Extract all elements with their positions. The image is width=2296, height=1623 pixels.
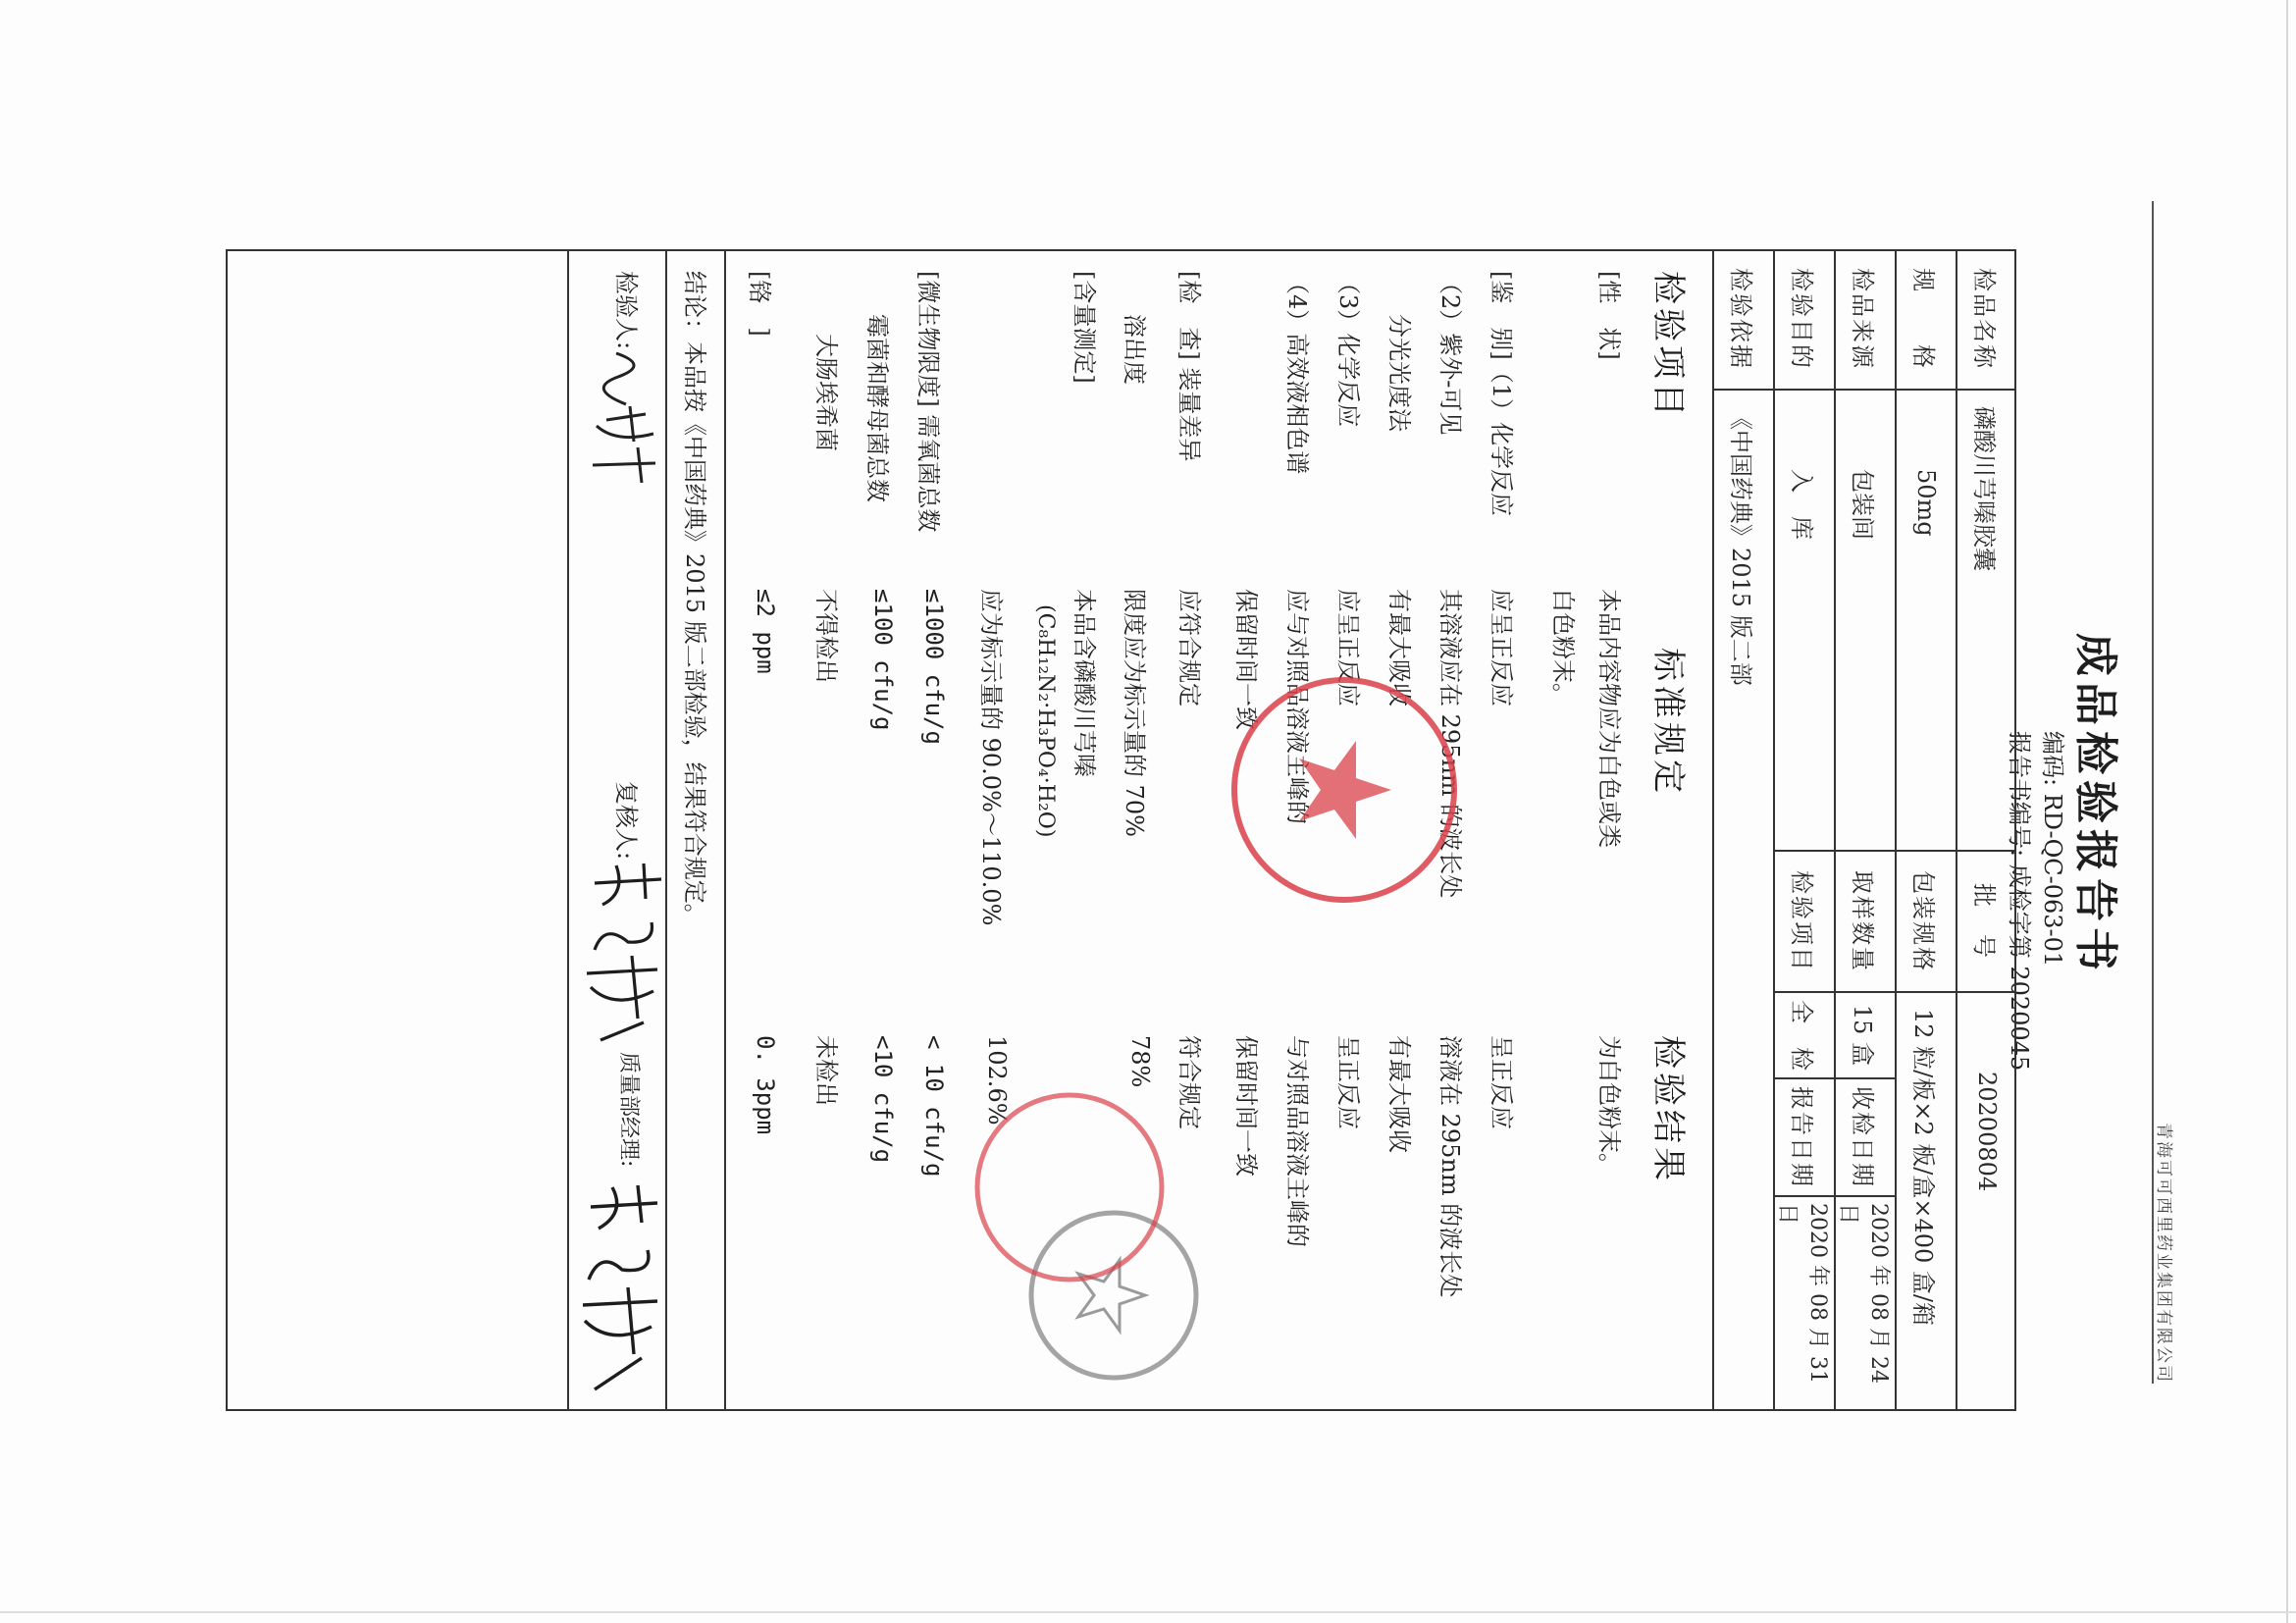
sample-qty-label: 取样数量: [1836, 852, 1895, 993]
column-item-header: 检验项目: [1648, 271, 1688, 420]
row-result: 溶液在 295nm 的波长处: [1436, 1035, 1464, 1298]
row-item: （2）紫外-可见: [1436, 271, 1464, 436]
report-date-label: 报告日期: [1775, 1079, 1834, 1197]
row-result: 保留时间一致: [1232, 1035, 1260, 1177]
row-spec: [1895, 249, 1956, 1411]
manager-label: 质量部经理:: [616, 1052, 641, 1168]
row-result: 有最大吸收: [1385, 1035, 1413, 1153]
receive-date-label: 收检日期: [1836, 1079, 1895, 1197]
row-standard: ≤1000 cfu/g: [920, 589, 948, 745]
row-result: < 10 cfu/g: [920, 1035, 948, 1178]
receive-date-value: 2020 年 08 月 24 日: [1836, 1203, 1891, 1384]
header-divider: [2152, 201, 2154, 1384]
row-result: 呈正反应: [1334, 1035, 1362, 1129]
row-item: [微生物限度] 需氧菌总数: [914, 271, 942, 533]
row-standard: (C₈H₁₂N₂·H₃PO₄·H₂O): [1033, 604, 1058, 838]
signature-divider: [567, 249, 569, 1411]
spec-value: 50mg: [1897, 391, 1956, 852]
row-result: 呈正反应: [1487, 1035, 1515, 1129]
report-number: 报告书编号: 成检字第 2020045: [2006, 731, 2033, 1072]
row-standard: 本品内容物应为白色或类: [1595, 589, 1623, 848]
inspector-label: 检验人:: [612, 271, 640, 350]
row-item: （3）化学反应: [1334, 271, 1362, 428]
row-standard: 有最大吸收: [1385, 589, 1413, 707]
row-standard: 应符合规定: [1175, 589, 1203, 707]
spec-label: 规 格: [1897, 249, 1956, 391]
company-name: 青海可可西里药业集团有限公司: [2154, 1123, 2173, 1384]
row-standard: 应与对照品溶液主峰的: [1283, 589, 1311, 824]
conclusion-text: 结论：本品按《中国药典》2015 版二部检验，结果符合规定。: [681, 271, 708, 927]
form-code: 编码: RD-QC-063-01: [2039, 731, 2066, 968]
row-item: [铬 ]: [746, 271, 773, 337]
reviewer-label: 复核人:: [612, 781, 640, 861]
row-item: （4）高效液相色谱: [1283, 271, 1311, 475]
source-value: 包装间: [1836, 391, 1895, 852]
row-result: 与对照品溶液主峰的: [1283, 1035, 1311, 1247]
row-result: 为白色粉末。: [1595, 1035, 1623, 1177]
row-item: [鉴 别]（1）化学反应: [1487, 271, 1515, 516]
row-standard: 应呈正反应: [1487, 589, 1515, 707]
purpose-value: 入 库: [1775, 391, 1834, 852]
purpose-label: 检验目的: [1775, 249, 1834, 391]
row-basis: [1712, 249, 1773, 1411]
row-result: 未检出: [812, 1035, 840, 1106]
row-standard: 本品含磷酸川芎嗪: [1070, 589, 1098, 777]
row-item: [含量测定]: [1070, 271, 1098, 384]
source-label: 检品来源: [1836, 249, 1895, 391]
row-item: 分光光度法: [1385, 314, 1413, 432]
row-product: [1956, 249, 2016, 1411]
row-item: [性 状]: [1595, 271, 1623, 360]
manager-signature: [569, 1174, 671, 1409]
row-standard: ≤100 cfu/g: [869, 589, 897, 731]
row-standard: ≤2 ppm: [752, 589, 779, 674]
report-title: 成品检验报告书: [2070, 633, 2120, 976]
row-standard: 保留时间一致: [1232, 589, 1260, 730]
package-value: 12 粒/板×2 板/盒×400 盒/箱: [1909, 1009, 1938, 1326]
row-standard: 应呈正反应: [1334, 589, 1362, 707]
reviewer-signature: [571, 854, 673, 1050]
batch-label: 批 号: [1957, 852, 2016, 993]
quality-stamp-center: [1226, 672, 1462, 908]
inspection-stamp-red: [971, 1089, 1168, 1285]
row-standard: 不得检出: [812, 589, 840, 683]
row-standard: 其溶液应在 295nm 的波长处: [1436, 589, 1464, 899]
items-value: 全 检: [1775, 993, 1834, 1079]
row-standard: 限度应为标示量的 70%: [1121, 589, 1148, 837]
row-item: 霉菌和酵母菌总数: [863, 314, 891, 502]
column-result-header: 检验结果: [1648, 1035, 1688, 1184]
row-result: 102.6%: [983, 1035, 1011, 1126]
row-result: <10 cfu/g: [869, 1035, 897, 1164]
row-result: 78%: [1126, 1035, 1154, 1088]
items-label: 检验项目: [1775, 852, 1834, 993]
basis-label: 检验依据: [1714, 249, 1773, 391]
product-name-value: 磷酸川芎嗪胶囊: [1957, 391, 2016, 852]
row-item: 大肠埃希菌: [812, 334, 840, 451]
row-item: [检 查] 装量差异: [1175, 271, 1203, 462]
row-result: 0. 3ppm: [752, 1035, 779, 1135]
product-name-label: 检品名称: [1957, 249, 2016, 391]
basis-value: 《中国药典》2015 版二部: [1727, 406, 1755, 686]
row-standard: 白色粉末。: [1549, 589, 1577, 707]
row-result: 符合规定: [1175, 1035, 1203, 1129]
row-purpose: [1773, 249, 1834, 1411]
report-date-value: 2020 年 08 月 31 日: [1775, 1203, 1830, 1384]
column-standard-header: 标准规定: [1648, 648, 1688, 797]
row-item: 溶出度: [1121, 314, 1148, 385]
batch-value: 20200804: [1973, 1072, 2001, 1192]
package-label: 包装规格: [1897, 852, 1956, 993]
row-standard: 应为标示量的 90.0%～110.0%: [977, 589, 1005, 926]
row-source: [1834, 249, 1895, 1411]
conclusion-divider-top: [724, 249, 726, 1411]
sample-qty-value: 15 盒: [1836, 993, 1895, 1079]
inspector-signature: [583, 345, 665, 493]
